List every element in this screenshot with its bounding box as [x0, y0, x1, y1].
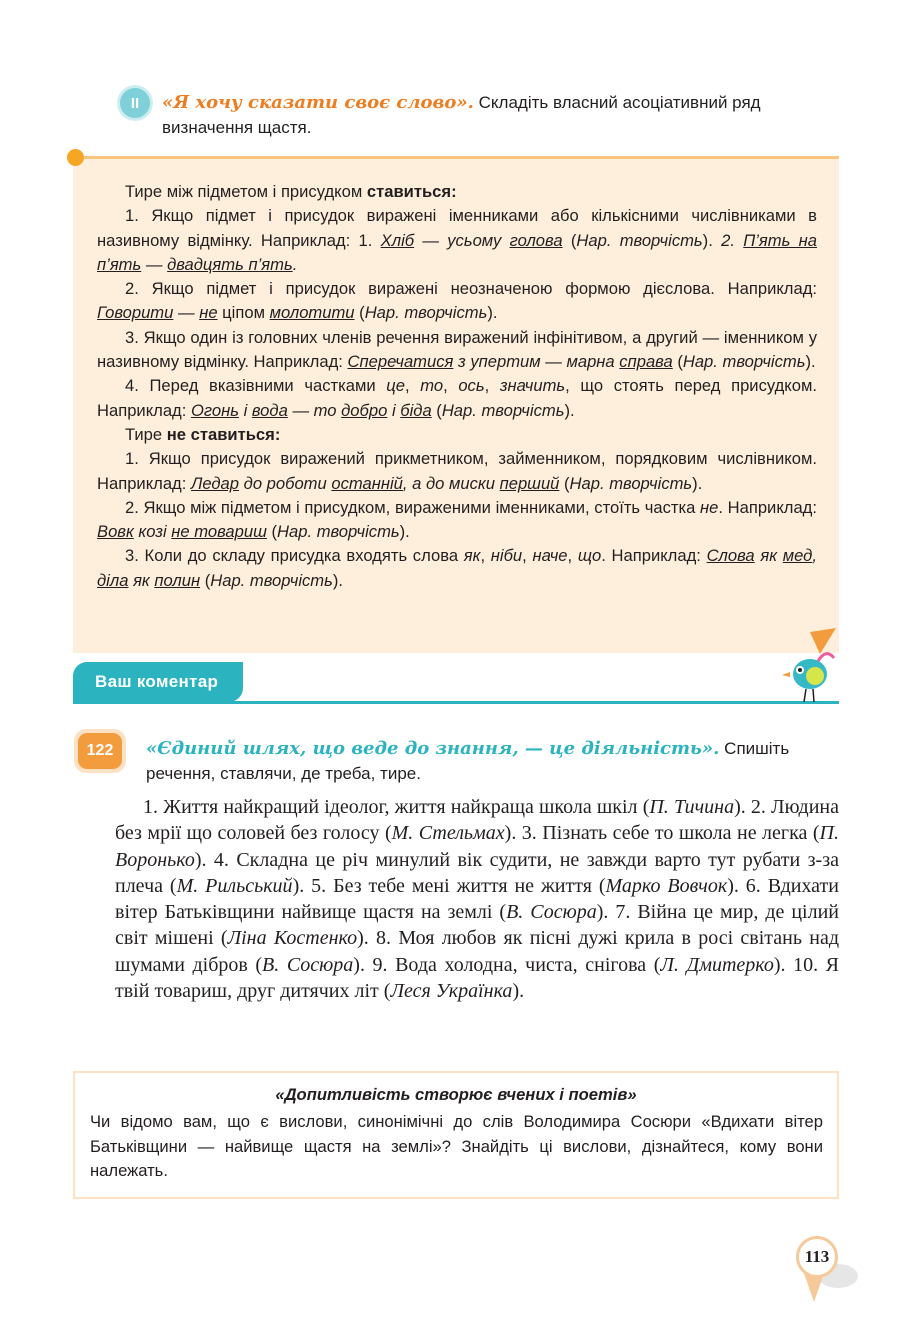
task-ii-text [162, 90, 842, 140]
task-122-badge: 122 [78, 733, 122, 769]
rule-item-3: 3. Якщо один із головних членів речення виражений інфінітивом, а другий — іменником у називному відмінку. Наприклад: Сперечатися з упертим — марна справа (Нар. творчість). [97, 327, 817, 372]
page-number: 113 [796, 1236, 838, 1278]
task-ii-title: «Я хочу сказати своє слово». [162, 92, 474, 113]
rule-not-item-1: 1. Якщо присудок виражений прикметником, займенником, порядковим числівником. Наприклад: Ледар до роботи останній, а до миски перший (Нар. творчість). [97, 449, 817, 493]
rule-box-dot [67, 149, 84, 166]
task-ii-instruction: Складіть власний асоціативний ряд визначення щастя. [162, 93, 761, 137]
rule-item-4: 4. Перед вказівними частками це, то, ось, значить, що стоять перед присудком. Наприклад: Огонь і вода — то добро і біда (Нар. творчість). [97, 376, 817, 420]
task-122-instruction: Спишіть речення, ставлячи, де треба, тире. [146, 739, 790, 783]
task-122-title: «Єдиний шлях, що веде до знання, — це діяльність». [146, 738, 720, 759]
task-122-text [146, 736, 840, 786]
curiosity-title: «Допитливість створює вчених і поетів» [275, 1085, 637, 1104]
rule-item-1: 1. Якщо підмет і присудок виражені іменниками або кількісними числівниками в називному відмінку. Наприклад: 1. Хліб — усьому голова (Нар. творчість). 2. П’ять на п’ять — двадцять п’ять. [97, 206, 817, 274]
exercise-sentences: 1. Життя найкращий ідеолог, життя найкраща школа шкіл (П. Тичина). 2. Людина без мрії що соловей без голосу (М. Стельмах). 3. Пізнать себе то школа не легка (П. Воронько). 4. Складна це річ минулий вік судити, не завжди варто тут рубати з-за плеча (М. Рильський). 5. Без тебе мені життя не життя (Марко Вовчок). 6. Вдихати вітер Батьківщини найвище щастя на землі (В. Сосюра). 7. Війна це мир, де цілий світ мішені (Ліна Костенко). 8. Моя любов як пісні дужі крила в росі світань над шумами дібров (В. Сосюра). 9. Вода холодна, чиста, снігова (Л. Дмитерко). 10. Я твій товариш, друг дитячих літ (Леся Українка). [115, 796, 840, 1003]
rule-text [97, 180, 817, 593]
comment-bar: Ваш коментар [73, 662, 243, 702]
rule-not-item-3: 3. Коли до складу присудка входять слова як, ніби, наче, що. Наприклад: Слова як мед, діла як полин (Нар. творчість). [97, 546, 817, 590]
bird-icon [780, 626, 840, 706]
task-ii-badge: II [120, 88, 150, 118]
rule-item-2: 2. Якщо підмет і присудок виражені неозначеною формою дієслова. Наприклад: Говорити — не ціпом молотити (Нар. творчість). [97, 279, 817, 323]
rule-box-top-line [73, 156, 839, 159]
comment-bar-line [73, 701, 839, 704]
rule-not-heading: Тире не ставиться: [125, 424, 281, 444]
rule-not-item-2: 2. Якщо між підметом і присудком, вираженими іменниками, стоїть частка не. Наприклад: Вовк козі не товариш (Нар. творчість). [97, 497, 817, 542]
curiosity-text: Чи відомо вам, що є вислови, синонімічні до слів Володимира Сосюри «Вдихати вітер Батьківщини — найвище щастя на землі»? Знайдіть ці вислови, дізнайтеся, кому вони належать. [90, 1112, 823, 1180]
rule-heading: Тире між підметом і присудком ставиться: [125, 182, 457, 201]
